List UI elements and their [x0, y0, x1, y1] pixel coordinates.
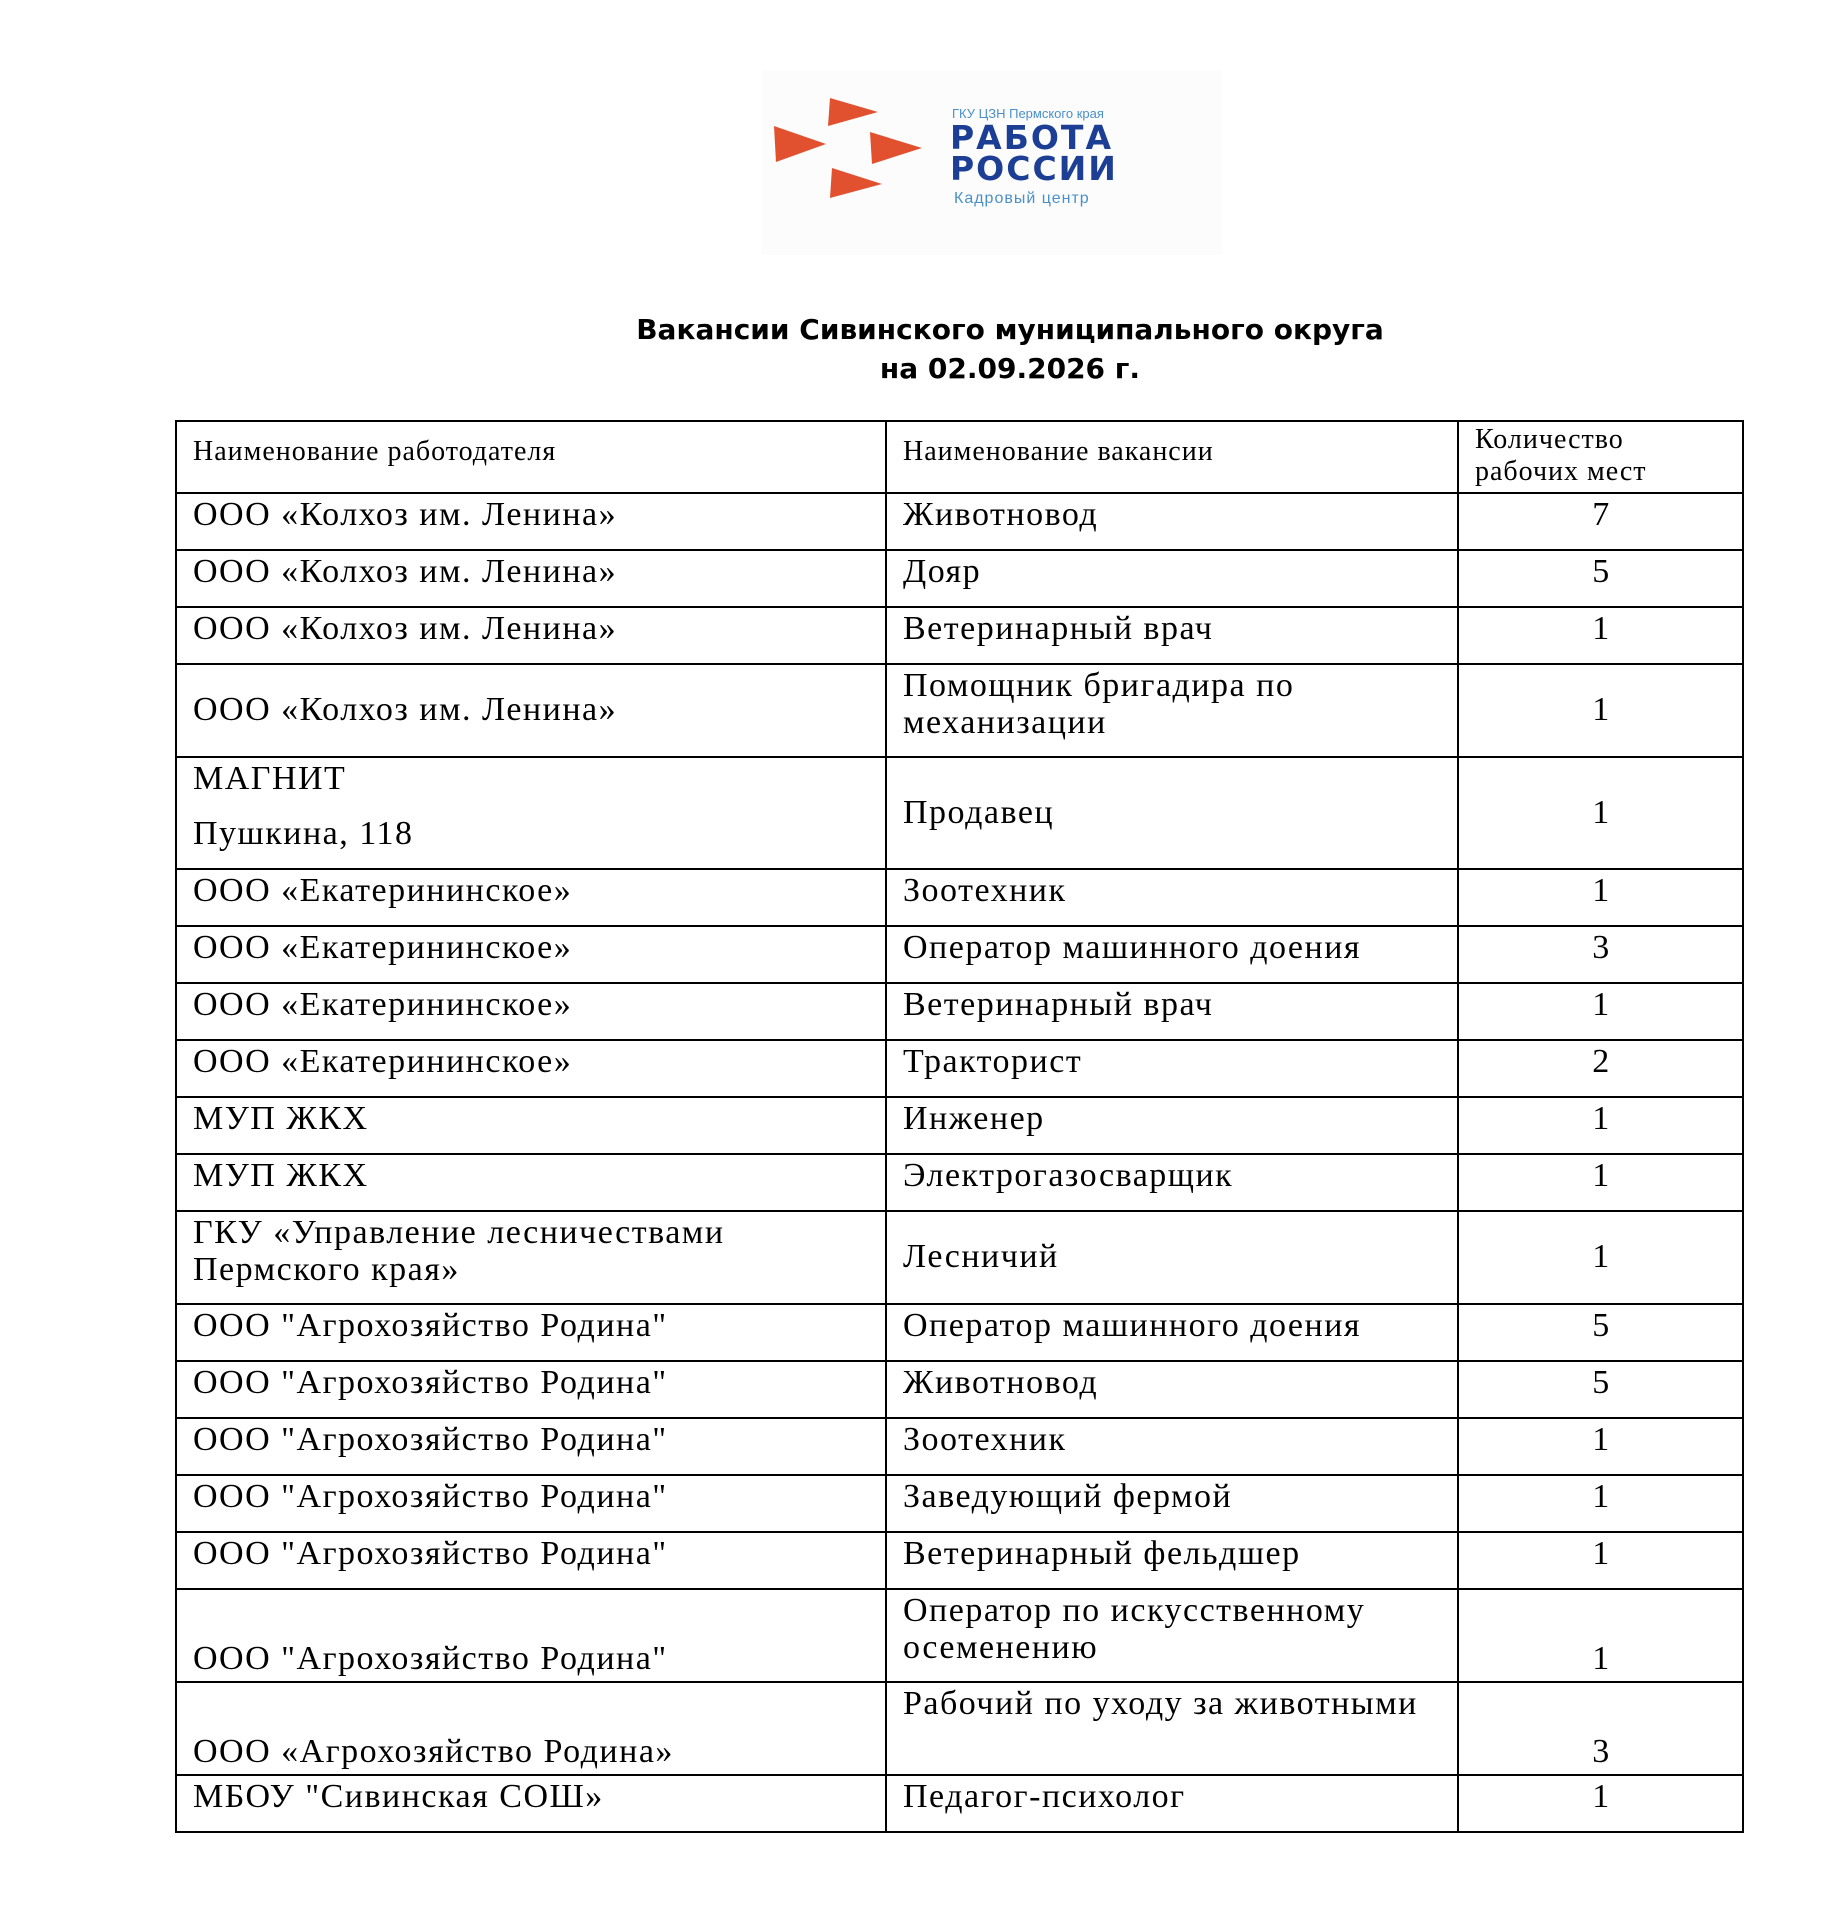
vacancy-cell: Ветеринарный фельдшер: [886, 1532, 1458, 1589]
logo-title-line1: РАБОТА: [950, 118, 1113, 157]
count-cell: 1: [1458, 1418, 1743, 1475]
vacancy-cell: Тракторист: [886, 1040, 1458, 1097]
vacancy-cell: Продавец: [886, 757, 1458, 869]
table-row: [176, 1589, 1743, 1682]
vacancy-cell: Лесничий: [886, 1211, 1458, 1304]
logo-title: [950, 118, 1118, 188]
vacancy-cell: Рабочий по уходу за животными: [886, 1682, 1458, 1775]
employer-cell: ООО "Агрохозяйство Родина": [176, 1304, 886, 1361]
employer-cell: ООО "Агрохозяйство Родина": [176, 1418, 886, 1475]
vacancy-cell: Ветеринарный врач: [886, 607, 1458, 664]
table-row: [176, 869, 1743, 926]
employer-cell: ООО «Екатерининское»: [176, 926, 886, 983]
count-cell: 1: [1458, 1154, 1743, 1211]
table-row: [176, 926, 1743, 983]
vacancy-cell: Оператор по искусственному осеменению: [886, 1589, 1458, 1682]
employer-cell: ООО «Колхоз им. Ленина»: [176, 664, 886, 757]
table-row: [176, 1154, 1743, 1211]
employer-cell: ООО "Агрохозяйство Родина": [176, 1475, 886, 1532]
table-row: [176, 1532, 1743, 1589]
count-cell: 1: [1458, 757, 1743, 869]
count-cell: 2: [1458, 1040, 1743, 1097]
count-cell: 1: [1458, 1775, 1743, 1832]
employer-cell: ООО "Агрохозяйство Родина": [176, 1532, 886, 1589]
employer-cell: ООО «Колхоз им. Ленина»: [176, 607, 886, 664]
vacancy-cell: Зоотехник: [886, 1418, 1458, 1475]
employer-cell: ГКУ «Управление лесничествами Пермского края»: [176, 1211, 886, 1304]
employer-address: Пушкина, 118: [193, 815, 414, 852]
table-row: [176, 1304, 1743, 1361]
table-row: [176, 1040, 1743, 1097]
vacancy-cell: Оператор машинного доения: [886, 1304, 1458, 1361]
table-row: [176, 1682, 1743, 1775]
employer-cell: ООО «Екатерининское»: [176, 983, 886, 1040]
count-cell: 1: [1458, 983, 1743, 1040]
vacancies-table: [175, 420, 1744, 1833]
vacancy-cell: Помощник бригадира по механизации: [886, 664, 1458, 757]
page-title: Вакансии Сивинского муниципального округа: [636, 313, 1384, 346]
vacancy-cell: Зоотехник: [886, 869, 1458, 926]
count-cell: 1: [1458, 869, 1743, 926]
count-cell: 1: [1458, 1211, 1743, 1304]
vacancy-cell: Оператор машинного доения: [886, 926, 1458, 983]
employer-cell: МУП ЖКХ: [176, 1154, 886, 1211]
header-count: Количество рабочих мест: [1458, 421, 1743, 493]
vacancy-cell: Электрогазосварщик: [886, 1154, 1458, 1211]
employer-cell: МУП ЖКХ: [176, 1097, 886, 1154]
count-cell: 1: [1458, 1532, 1743, 1589]
employer-cell: ООО «Агрохозяйство Родина»: [176, 1682, 886, 1775]
count-cell: 1: [1458, 607, 1743, 664]
logo-title-line2: РОССИИ: [950, 149, 1118, 188]
table-row: [176, 1097, 1743, 1154]
logo: [762, 70, 1222, 255]
count-cell: 1: [1458, 1097, 1743, 1154]
employer-cell: ООО «Екатерининское»: [176, 1040, 886, 1097]
employer-name: МАГНИТ: [193, 760, 347, 797]
count-cell: 5: [1458, 1304, 1743, 1361]
count-cell: 5: [1458, 550, 1743, 607]
employer-cell: ООО "Агрохозяйство Родина": [176, 1589, 886, 1682]
employer-cell: [176, 757, 886, 869]
logo-org-text: ГКУ ЦЗН Пермского края: [952, 106, 1104, 121]
vacancy-cell: Дояр: [886, 550, 1458, 607]
count-cell: 1: [1458, 1475, 1743, 1532]
table-row: [176, 983, 1743, 1040]
count-cell: 3: [1458, 1682, 1743, 1775]
count-cell: 7: [1458, 493, 1743, 550]
vacancy-cell: Заведующий фермой: [886, 1475, 1458, 1532]
page-date: на 02.09.2026 г.: [879, 352, 1141, 385]
table-header-row: [176, 421, 1743, 493]
employer-cell: ООО «Колхоз им. Ленина»: [176, 550, 886, 607]
table-row: [176, 1361, 1743, 1418]
arrows-icon: [770, 98, 930, 208]
table-row: [176, 493, 1743, 550]
table-row: [176, 1475, 1743, 1532]
table-row: [176, 1418, 1743, 1475]
count-cell: 5: [1458, 1361, 1743, 1418]
employer-cell: ООО «Екатерининское»: [176, 869, 886, 926]
table-row: [176, 664, 1743, 757]
header-vacancy: Наименование вакансии: [886, 421, 1458, 493]
count-cell: 1: [1458, 1589, 1743, 1682]
table-row: [176, 1211, 1743, 1304]
vacancy-cell: Педагог-психолог: [886, 1775, 1458, 1832]
header-employer: Наименование работодателя: [176, 421, 886, 493]
table-row: [176, 1775, 1743, 1832]
employer-cell: МБОУ "Сивинская СОШ»: [176, 1775, 886, 1832]
table-row: [176, 550, 1743, 607]
logo-subtitle: Кадровый центр: [954, 190, 1090, 207]
vacancy-cell: Ветеринарный врач: [886, 983, 1458, 1040]
count-cell: 1: [1458, 664, 1743, 757]
vacancy-cell: Инженер: [886, 1097, 1458, 1154]
table-row: [176, 607, 1743, 664]
vacancy-cell: Животновод: [886, 493, 1458, 550]
table-row: [176, 757, 1743, 869]
employer-cell: ООО «Колхоз им. Ленина»: [176, 493, 886, 550]
count-cell: 3: [1458, 926, 1743, 983]
employer-cell: ООО "Агрохозяйство Родина": [176, 1361, 886, 1418]
vacancy-cell: Животновод: [886, 1361, 1458, 1418]
